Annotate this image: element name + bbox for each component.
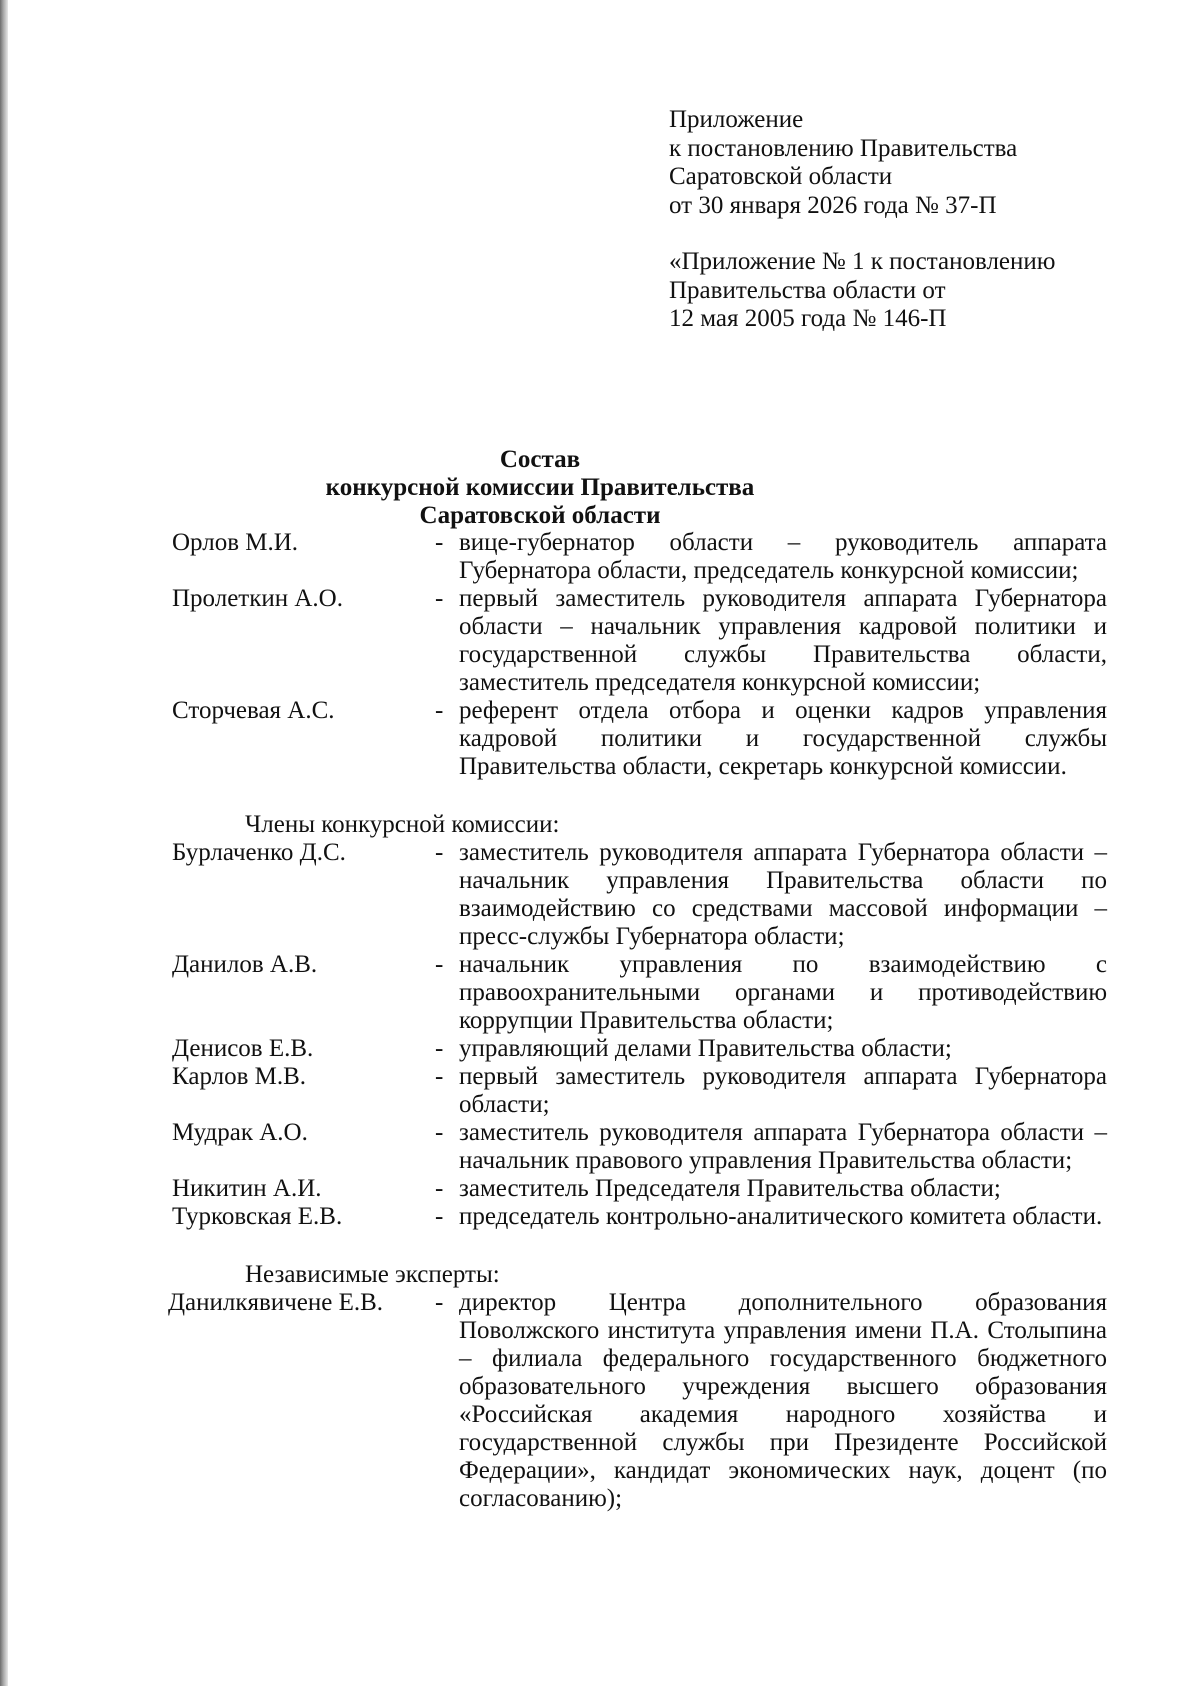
member-name: Турковская Е.В. — [172, 1203, 343, 1230]
approval-header — [669, 106, 1169, 334]
list-item — [172, 1119, 1107, 1175]
member-role: заместитель Председателя Правительства области; — [459, 1175, 1001, 1202]
members-heading: Члены конкурсной комиссии: — [245, 811, 560, 838]
member-role: вице-губернатор области – руководитель аппарата Губернатора области, председатель конкурсной комиссии; — [459, 529, 1107, 584]
member-role: референт отдела отбора и оценки кадров управления кадровой политики и государственной службы Правительства области, секретарь конкурсной комиссии. — [459, 697, 1107, 780]
list-item — [172, 839, 1107, 951]
header-gap — [669, 220, 1169, 248]
list-item — [172, 1175, 1107, 1203]
section-gap — [172, 1231, 1107, 1261]
expert-role: директор Центра дополнительного образования Поволжского института управления имени П.А. Столыпина – филиала федерального государственного бюджетного образовательного учреждения высшего образования «Российская академия народного хозяйства и государственной службы при Президенте Российской Федерации», кандидат экономических наук, доцент (по согласованию); — [459, 1289, 1107, 1512]
commission-list — [168, 529, 1107, 1513]
list-item — [172, 951, 1107, 1035]
member-role: первый заместитель руководителя аппарата Губернатора области – начальник управления кадровой политики и государственной службы Правительства области, заместитель председателя конкурсной комиссии; — [459, 585, 1107, 696]
document-title — [300, 446, 780, 530]
member-role: управляющий делами Правительства области; — [459, 1035, 952, 1062]
scan-edge-shadow — [0, 0, 8, 1686]
dash: - — [435, 1035, 444, 1062]
dash: - — [435, 697, 444, 724]
dash: - — [435, 1203, 444, 1230]
original-appendix-line: 12 мая 2005 года № 146-П — [669, 305, 947, 332]
member-name: Бурлаченко Д.С. — [172, 839, 346, 866]
title-line: Саратовской области — [419, 502, 661, 529]
member-name: Данилов А.В. — [172, 951, 318, 978]
experts-heading: Независимые эксперты: — [245, 1261, 500, 1288]
approval-line: к постановлению Правительства — [669, 134, 1018, 162]
dash: - — [435, 1175, 444, 1202]
dash: - — [435, 529, 444, 556]
member-name: Карлов М.В. — [172, 1063, 307, 1090]
original-appendix-line: «Приложение № 1 к постановлению — [669, 248, 1056, 275]
original-appendix-line: Правительства области от — [669, 276, 946, 304]
list-item — [172, 529, 1107, 585]
list-item — [172, 1203, 1107, 1231]
list-item — [168, 1289, 1107, 1513]
expert-name: Данилкявичене Е.В. — [168, 1289, 384, 1316]
dash: - — [435, 1119, 444, 1146]
title-line: конкурсной комиссии Правительства — [325, 474, 755, 501]
dash: - — [435, 585, 444, 612]
approval-line: Приложение — [669, 106, 804, 133]
member-role: первый заместитель руководителя аппарата Губернатора области; — [459, 1063, 1107, 1118]
dash: - — [435, 1289, 444, 1316]
list-item — [172, 585, 1107, 697]
dash: - — [435, 1063, 444, 1090]
approval-line: Саратовской области — [669, 163, 893, 190]
list-item — [172, 697, 1107, 781]
title-line: Состав — [499, 446, 581, 473]
section-gap — [172, 781, 1107, 811]
approval-line: от 30 января 2026 года № 37-П — [669, 191, 997, 219]
dash: - — [435, 839, 444, 866]
member-name: Никитин А.И. — [172, 1175, 322, 1202]
member-role: председатель контрольно-аналитического комитета области. — [459, 1203, 1103, 1230]
member-name: Денисов Е.В. — [172, 1035, 314, 1062]
list-item — [172, 1063, 1107, 1119]
member-name: Сторчевая А.С. — [172, 697, 335, 724]
member-name: Мудрак А.О. — [172, 1119, 308, 1146]
member-name: Орлов М.И. — [172, 529, 299, 556]
member-role: заместитель руководителя аппарата Губернатора области – начальник управления Правительства области по взаимодействию со средствами массовой информации – пресс-службы Губернатора области; — [459, 839, 1107, 950]
dash: - — [435, 951, 444, 978]
list-item — [172, 1035, 1107, 1063]
member-name: Пролеткин А.О. — [172, 585, 343, 612]
member-role: заместитель руководителя аппарата Губернатора области – начальник правового управления Правительства области; — [459, 1119, 1107, 1174]
member-role: начальник управления по взаимодействию с правоохранительными органами и противодействию коррупции Правительства области; — [459, 951, 1107, 1034]
